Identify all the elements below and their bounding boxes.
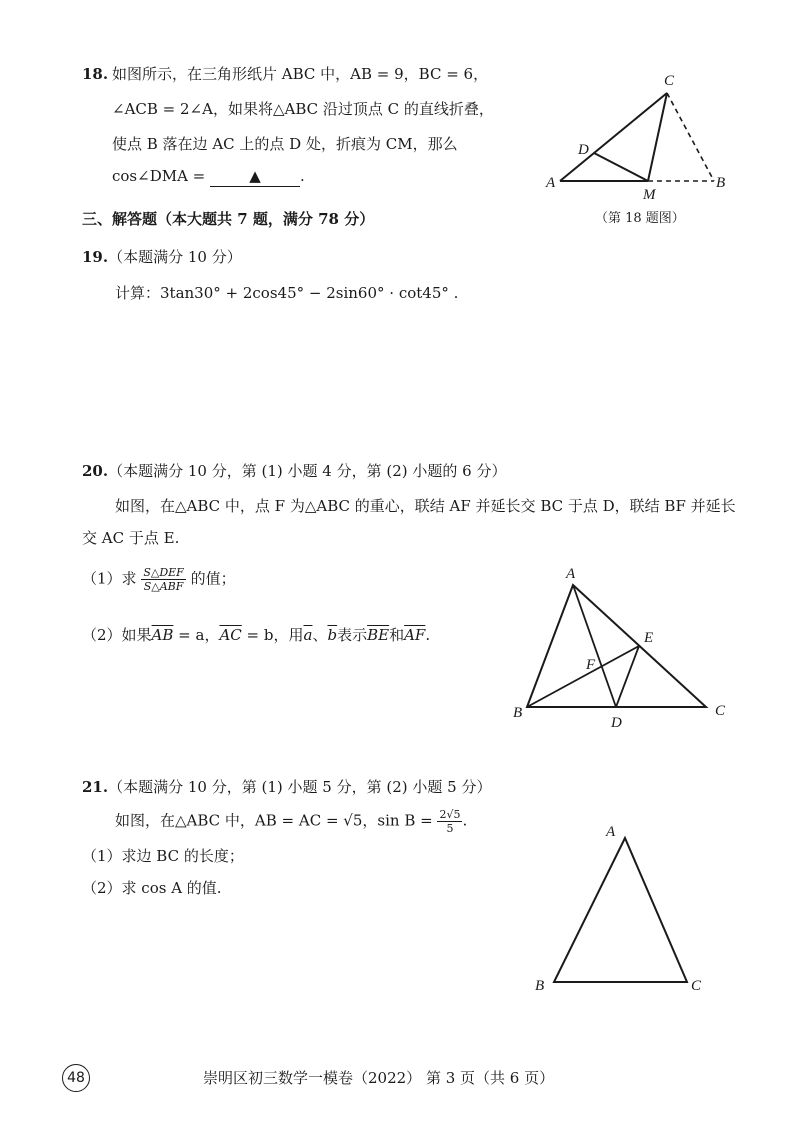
q20-heading <box>82 461 506 481</box>
q20-median-AD <box>573 585 616 707</box>
vector-AF: $\overline{AF}$ <box>404 626 426 644</box>
q18-answer-line <box>112 166 305 187</box>
q20-line1: 如图，在△ABC 中，点 F 为△ABC 的重心，联结 AF 并延长交 BC 于点 D，联结 BF 并延长 <box>115 497 736 515</box>
q19-task: 计算：3tan30° + 2cos45° − 2sin60° · cot45° . <box>115 284 459 302</box>
q18-label-M: M <box>643 187 656 203</box>
q20-header: （本题满分 10 分，第 (1) 小题 4 分，第 (2) 小题的 6 分） <box>108 462 507 480</box>
q19-header: （本题满分 10 分） <box>108 248 242 266</box>
q20-segment-DE <box>616 646 639 707</box>
q21-label-A: A <box>606 824 616 840</box>
q18-segment-DM <box>594 153 648 181</box>
q21-figure <box>530 820 720 1000</box>
vector-a: $\overline{a}$ <box>303 626 313 644</box>
q21-part1: （1）求边 BC 的长度； <box>82 847 244 865</box>
q20-label-E: E <box>644 630 654 646</box>
q21-label-B: B <box>535 978 545 994</box>
q20-sep: 、 <box>312 626 328 644</box>
q18-edge-CB-dashed <box>667 93 714 181</box>
q18-answer-prefix: cos∠DMA = <box>112 167 206 185</box>
q20-median-BE <box>527 646 639 707</box>
q20-part1 <box>82 566 236 593</box>
q18-label-C: C <box>664 73 675 89</box>
q20-show: 表示 <box>337 626 368 644</box>
page-footer: 崇明区初三数学一模卷（2022） 第 3 页（共 6 页） <box>203 1069 555 1087</box>
q18-figure-caption: （第 18 题图） <box>595 211 685 226</box>
q18-line3: 使点 B 落在边 AC 上的点 D 处，折痕为 CM，那么 <box>112 135 458 153</box>
answer-blank <box>210 166 300 187</box>
q18-figure <box>540 68 740 203</box>
q18-number: 18. <box>82 65 109 83</box>
fraction-denominator: 5 <box>446 822 454 835</box>
q20-label-A: A <box>566 566 576 582</box>
q20-part2 <box>82 625 430 645</box>
vector-AB: $\overline{AB}$ <box>151 626 174 644</box>
q20-label-B: B <box>513 705 523 721</box>
section-title: 三、解答题（本大题共 7 题，满分 78 分） <box>82 210 375 228</box>
q21-line1-prefix: 如图，在△ABC 中，AB = AC = √5，sin B = <box>115 811 433 830</box>
q21-triangle-ABC <box>554 838 687 982</box>
fraction-numerator: 2√5 <box>439 808 461 821</box>
vector-BE: $\overline{BE}$ <box>367 626 390 644</box>
q20-label-C: C <box>715 703 726 719</box>
fraction-numerator: S△DEF <box>143 566 184 579</box>
q20-label-D: D <box>611 715 622 731</box>
q20-label-F: F <box>586 657 596 673</box>
fraction-denominator: S△ABF <box>143 580 184 593</box>
q20-end: . <box>425 626 431 644</box>
q20-eq-a: = a， <box>173 626 220 644</box>
q20-number: 20. <box>82 462 109 480</box>
q21-number: 21. <box>82 778 109 796</box>
q19-number: 19. <box>82 248 109 266</box>
q21-label-C: C <box>691 978 702 994</box>
q20-part1-prefix: （1）求 <box>82 569 137 588</box>
q18-answer-suffix: . <box>300 167 305 185</box>
q21-part2: （2）求 cos A 的值. <box>82 879 222 897</box>
q18-label-A: A <box>546 175 556 191</box>
q20-eq-b: = b，用 <box>241 626 304 644</box>
q21-line1 <box>115 808 467 835</box>
page-badge: 48 <box>62 1064 90 1092</box>
q20-figure <box>510 560 740 740</box>
q18-line2: ∠ACB = 2∠A，如果将△ABC 沿过顶点 C 的直线折叠， <box>112 100 494 118</box>
q21-line1-suffix: . <box>462 811 468 830</box>
q18-label-B: B <box>716 175 726 191</box>
q21-heading <box>82 777 491 797</box>
q20-triangle-ABC <box>527 585 706 707</box>
q20-and: 和 <box>389 626 405 644</box>
area-ratio-fraction <box>141 566 185 593</box>
q21-header: （本题满分 10 分，第 (1) 小题 5 分，第 (2) 小题 5 分） <box>108 778 492 796</box>
q20-part1-suffix: 的值； <box>190 569 236 588</box>
q19-heading <box>82 247 242 267</box>
q20-line2: 交 AC 于点 E. <box>82 529 180 547</box>
q18-label-D: D <box>578 142 589 158</box>
q18-line1: 如图所示，在三角形纸片 ABC 中，AB = 9，BC = 6， <box>112 65 489 83</box>
vector-AC: $\overline{AC}$ <box>219 626 242 644</box>
vector-b: $\overline{b}$ <box>327 626 338 644</box>
blank-marker-triangle-icon: ▲ <box>249 167 261 185</box>
q20-part2-prefix: （2）如果 <box>82 626 152 644</box>
sinB-fraction <box>437 808 462 835</box>
